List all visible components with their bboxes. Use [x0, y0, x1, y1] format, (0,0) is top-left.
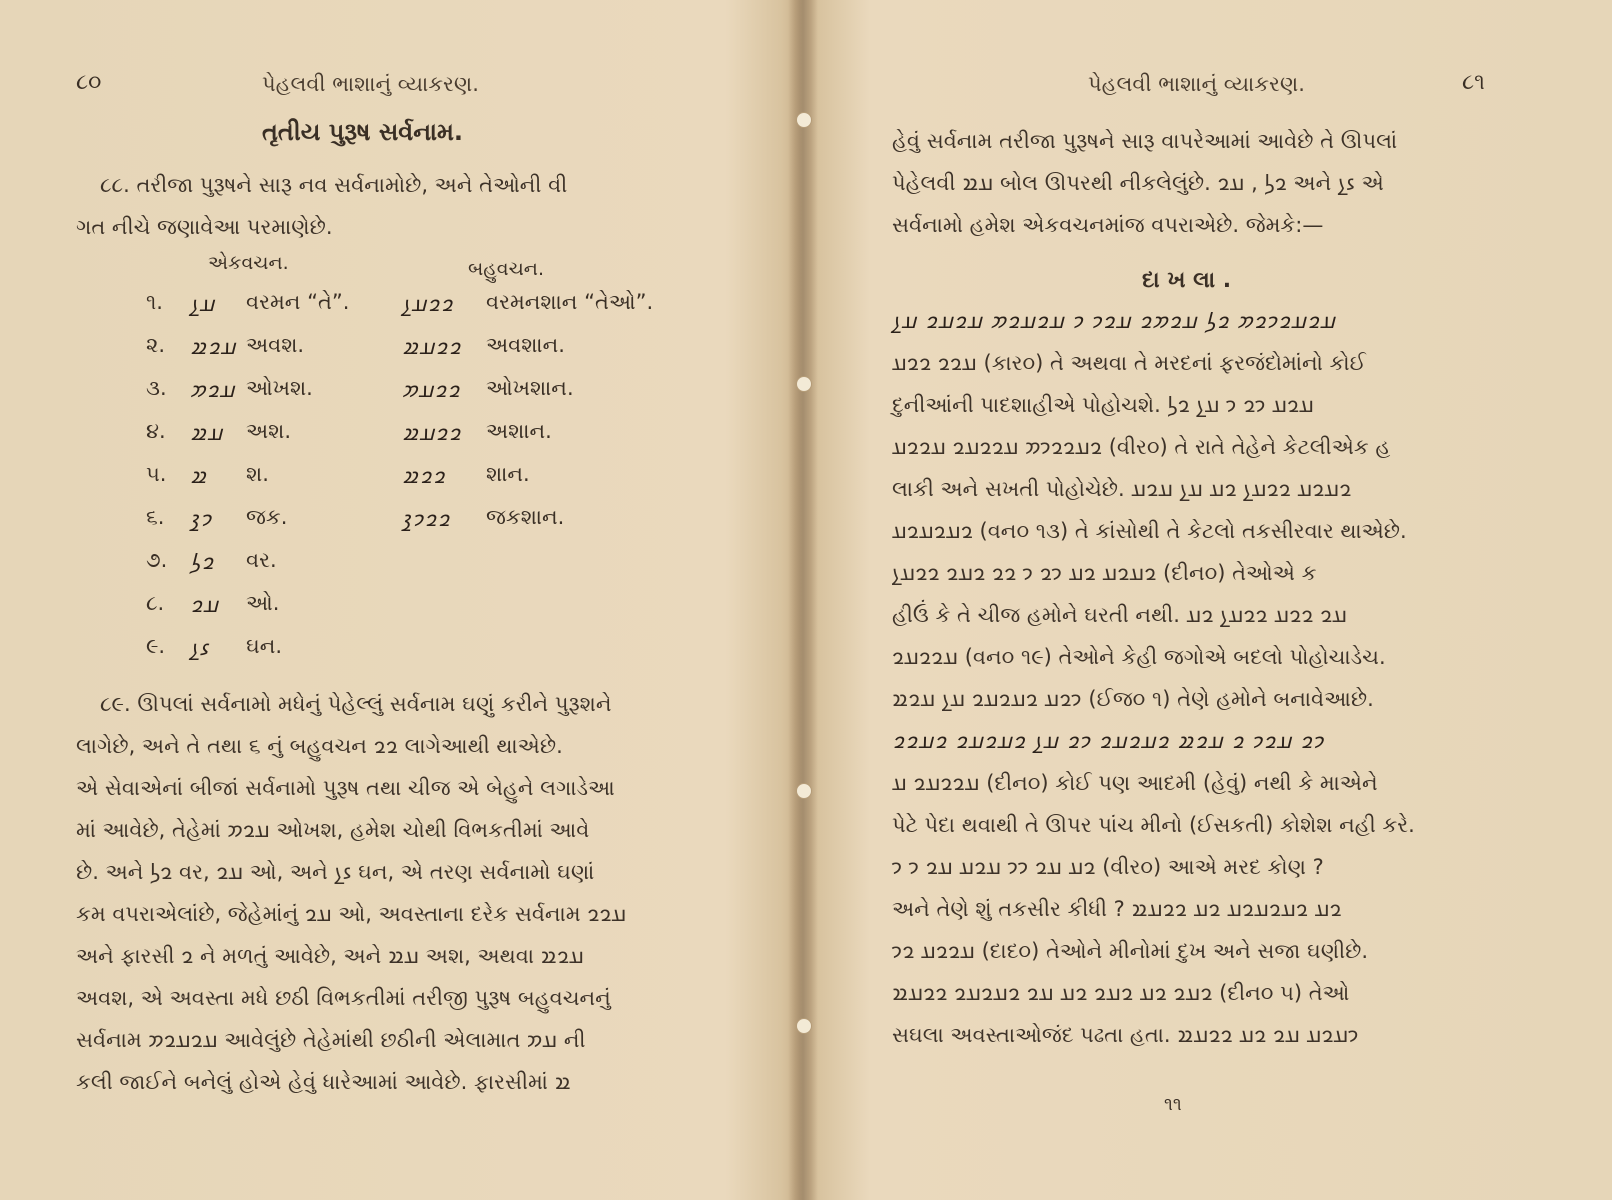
text-line: સર્વનામ 𐭠𐭥𐭠𐭥𐭮 આવેલુંછે તેહેમાંથી છઠીની એલામાત 𐭠𐭮 ની — [76, 1028, 586, 1052]
text-line: લાગેછે, અને તે તથા ૬ નું બહુવચન 𐭥𐭥 લાગેઆથી થાએછે. — [76, 734, 563, 758]
text-line: લાકી અને સખતી પોહોચેછે. 𐭥𐭠𐭥𐭠 𐭥𐭥𐭠𐭭 𐭥𐭠 𐭠𐭭 𐭠𐭥𐭠 — [892, 477, 1352, 501]
binding-stitch — [796, 783, 812, 799]
text-line: માં આવેછે, તેહેમાં 𐭠𐭥𐭮 ઓખશ, હમેશ ચોથી વિભકતીમાં આવે — [76, 818, 590, 842]
text-line: 𐭠𐭥𐭥𐭠 𐭥𐭩 (દાદ૦) તેઓને મીનોમાં દુખ અને સજા ઘણીછે. — [892, 939, 1368, 963]
column-heading-singular: એકવચન. — [208, 252, 289, 274]
pahlavi-singular: 𐭠𐭥𐭱 — [190, 335, 237, 359]
pronoun-singular: વરમન “તે”. — [246, 290, 350, 314]
text-line: છે. અને 𐭥𐭫 વર, 𐭠𐭥 ઓ, અને 𐭦𐭭 ઘન, એ તરણ સર્વનામો ઘણાં — [76, 860, 595, 884]
examples-paragraph — [892, 300, 1532, 1056]
pahlavi-singular: 𐭱 — [190, 464, 208, 488]
pronoun-number: ૪. — [146, 419, 166, 443]
page-number: ૮૧ — [1462, 70, 1485, 95]
text-line: પેહેલવી 𐭠𐭱 બોલ ઊપરથી નીકલેલુંછે. 𐭥𐭫 , 𐭠𐭥 અને 𐭦𐭭 એ — [892, 171, 1384, 195]
pahlavi-singular: 𐭩𐭪 — [190, 507, 213, 531]
pronoun-singular: ઘન. — [246, 634, 283, 658]
text-line: 𐭥𐭠𐭥 𐭥𐭠 𐭥𐭠𐭥 𐭥𐭠 𐭠𐭥 𐭥𐭠𐭥𐭠𐭥 𐭥𐭥𐭠𐭱 (દીન૦ ૫) તેઓ — [892, 981, 1350, 1005]
pahlavi-singular: 𐭦𐭭 — [190, 636, 210, 660]
pahlavi-plural: 𐭥𐭥𐭠𐭭 — [402, 292, 454, 316]
pronoun-number: ૬. — [146, 505, 165, 529]
text-line: કલી જાઈને બનેલું હોએ હેવું ધારેઆમાં આવેછે. ફારસીમાં 𐭱 — [76, 1070, 571, 1094]
pronoun-plural: વરમનશાન “તેઓ”. — [486, 290, 654, 314]
text-line: ૮૮. તરીજા પુરૂષને સારૂ નવ સર્વનામોછે, અને તેઓની વી — [100, 173, 568, 197]
text-line: 𐭥𐭠𐭥𐭥𐭩𐭮 𐭠𐭥𐭥𐭠𐭥 𐭠𐭥𐭥𐭠 (વીર૦) તે રાતે તેહેને કેટલીએક હ — [892, 435, 1391, 459]
text-line: 𐭩𐭥 𐭠𐭥𐭩 𐭥 𐭠𐭥𐭱 𐭥𐭠𐭥𐭠𐭥 𐭩𐭥 𐭠𐭭 𐭥𐭠𐭥𐭠𐭥 𐭥𐭠𐭥𐭥 — [892, 729, 1325, 753]
pahlavi-singular: 𐭠𐭱 — [190, 421, 224, 445]
pronoun-singular: અશ. — [246, 419, 292, 443]
pronoun-singular: અવશ. — [246, 333, 305, 357]
pahlavi-plural: 𐭥𐭥𐭠𐭱 — [402, 421, 462, 445]
left-page — [0, 0, 790, 1200]
pronoun-plural: ઓખશાન. — [486, 376, 574, 400]
pronoun-number: ૩. — [146, 376, 167, 400]
signature-mark: ૧૧ — [1164, 1094, 1182, 1115]
running-header: પેહલવી ભાશાનું વ્યાકરણ. — [262, 72, 479, 96]
pronoun-plural: અશાન. — [486, 419, 552, 443]
binding-stitch — [796, 376, 812, 392]
pahlavi-plural: 𐭥𐭥𐭱 — [402, 464, 446, 488]
text-line: 𐭥𐭠 𐭠𐭥 𐭩𐭩 𐭠𐭥𐭠 𐭠𐭥 𐭩 𐭩 (વીર૦) આએ મરદ કોણ ? — [892, 855, 1324, 879]
pahlavi-singular: 𐭠𐭭 — [190, 292, 216, 316]
text-line: 𐭠𐭥𐭥𐭠𐭥 (વન૦ ૧૯) તેઓને કેહી જગોએ બદલો પોહોચાડેચ. — [892, 645, 1386, 669]
binding-stitch — [796, 1018, 812, 1034]
text-line: 𐭥𐭠𐭥𐭠𐭥𐭠 (વન૦ ૧૩) તે કાંસોથી તે કેટલો તકસીરવાર થાએછે. — [892, 519, 1407, 543]
text-line: અવશ, એ અવસ્તા મધે છઠી વિભકતીમાં તરીજી પુરૂષ બહુવચનનું — [76, 986, 611, 1010]
pronoun-number: ૮. — [146, 591, 165, 615]
intro-paragraph — [892, 120, 1522, 246]
text-line: 𐭠𐭥𐭥 𐭥𐭥𐭠 (કાર૦) તે અથવા તે મરદનાં ફરજંદોમાંનો કોઈ — [892, 351, 1366, 375]
column-heading-plural: બહુવચન. — [468, 258, 544, 280]
text-line: 𐭥𐭠𐭥𐭠 𐭥𐭠 𐭩𐭥 𐭩 𐭥𐭥 𐭥𐭠𐭥 𐭥𐭥𐭠𐭭 (દીન૦) તેઓએ ક — [892, 561, 1317, 585]
pahlavi-plural: 𐭥𐭥𐭠𐭱 — [402, 335, 462, 359]
text-line: પેટે પેદા થવાથી તે ઊપર પાંચ મીનો (ઈસકતી) કોશેશ નહી કરે. — [892, 813, 1415, 837]
pronoun-singular: વર. — [246, 548, 277, 572]
pahlavi-singular: 𐭠𐭥𐭮 — [190, 378, 236, 402]
pronoun-number: ૭. — [146, 548, 168, 572]
running-header: પેહલવી ભાશાનું વ્યાકરણ. — [1088, 72, 1305, 96]
text-line: હીઉં કે તે ચીજ હમોને ઘરતી નથી. 𐭠𐭥 𐭥𐭥𐭠 𐭥𐭥𐭠𐭭 𐭥𐭠 — [892, 603, 1348, 627]
pronoun-number: ૨. — [146, 333, 166, 357]
text-line: 𐭩𐭥𐭠 𐭥𐭠𐭥𐭠𐭥 𐭠𐭭 𐭠𐭥𐭱 (ઈજ૦ ૧) તેણે હમોને બનાવેઆછે. — [892, 687, 1374, 711]
text-line: 𐭠𐭥𐭠𐭥𐭩𐭥𐭮 𐭥𐭫 𐭠𐭥𐭮𐭥 𐭠𐭥𐭩 𐭩 𐭠𐭥𐭠𐭥𐭮 𐭠𐭥𐭠𐭥 𐭠𐭭 — [892, 309, 1336, 333]
pronoun-singular: ઓખશ. — [246, 376, 313, 400]
pahlavi-singular: 𐭠𐭥 — [190, 593, 219, 617]
text-line: ગત નીચે જણાવેઆ પરમાણેછે. — [76, 215, 333, 239]
text-line: એ સેવાએનાં બીજાં સર્વનામો પુરૂષ તથા ચીજ એ બેહુને લગાડેઆ — [76, 776, 615, 800]
text-line: કમ વપરાએલાંછે, જેહેમાંનું 𐭠𐭥 ઓ, અવસ્તાના દરેક સર્વનામ 𐭠𐭥𐭥 — [76, 902, 627, 926]
pronoun-singular: ઓ. — [246, 591, 280, 615]
pronoun-plural: જકશાન. — [486, 505, 565, 529]
pronoun-number: ૧. — [146, 290, 163, 314]
text-line: અને તેણે શું તકસીર કીધી ? 𐭥𐭠 𐭥𐭠𐭥𐭠𐭥𐭠 𐭥𐭠 𐭥𐭥𐭠𐭱 — [892, 897, 1342, 921]
pahlavi-plural: 𐭥𐭥𐭠𐭮 — [402, 378, 461, 402]
text-line: અને ફારસી 𐭥 ને મળતું આવેછે, અને 𐭠𐭱 અશ, અથવા 𐭠𐭥𐭱 — [76, 944, 584, 968]
text-line: સઘલા અવસ્તાઓજંદ પઢતા હતા. 𐭩𐭠𐭥𐭠 𐭠𐭥 𐭥𐭠 𐭥𐭥𐭠𐭱 — [892, 1023, 1359, 1047]
page-number: ૮૦ — [76, 70, 102, 95]
pahlavi-singular: 𐭥𐭫 — [190, 550, 215, 574]
text-line: હેવું સર્વનામ તરીજા પુરૂષને સારૂ વાપરેઆમાં આવેછે તે ઊપલાં — [892, 129, 1398, 153]
section-title: તૃતીય પુરૂષ સર્વનામ. — [262, 118, 464, 146]
pronoun-singular: શ. — [246, 462, 269, 486]
pronoun-number: ૫. — [146, 462, 167, 486]
text-line: 𐭠𐭥𐭥𐭠𐭥 𐭠 (દીન૦) કોઈ પણ આદમી (હેવું) નથી કે માએને — [892, 771, 1378, 795]
pronoun-plural: શાન. — [486, 462, 530, 486]
examples-heading: દા ખ લા . — [1142, 268, 1232, 293]
pronoun-number: ૯. — [146, 634, 166, 658]
pronoun-singular: જક. — [246, 505, 288, 529]
text-line: દુનીઆંની પાદશાહીએ પોહોચશે. 𐭠𐭥𐭠 𐭩𐭥 𐭩 𐭠𐭭 𐭥𐭫 — [892, 393, 1314, 417]
right-page — [812, 0, 1612, 1200]
pahlavi-plural: 𐭥𐭥𐭩𐭪 — [402, 507, 451, 531]
binding-stitch — [796, 112, 812, 128]
text-line: ૮૯. ઊપલાં સર્વનામો મધેનું પેહેલ્લું સર્વનામ ઘણું કરીને પુરૂશને — [100, 692, 612, 716]
body-paragraph — [76, 683, 686, 1103]
text-line: સર્વનામો હમેશ એકવચનમાંજ વપરાએછે. જેમકે:— — [892, 213, 1324, 237]
pronoun-plural: અવશાન. — [486, 333, 565, 357]
intro-paragraph — [76, 164, 720, 248]
